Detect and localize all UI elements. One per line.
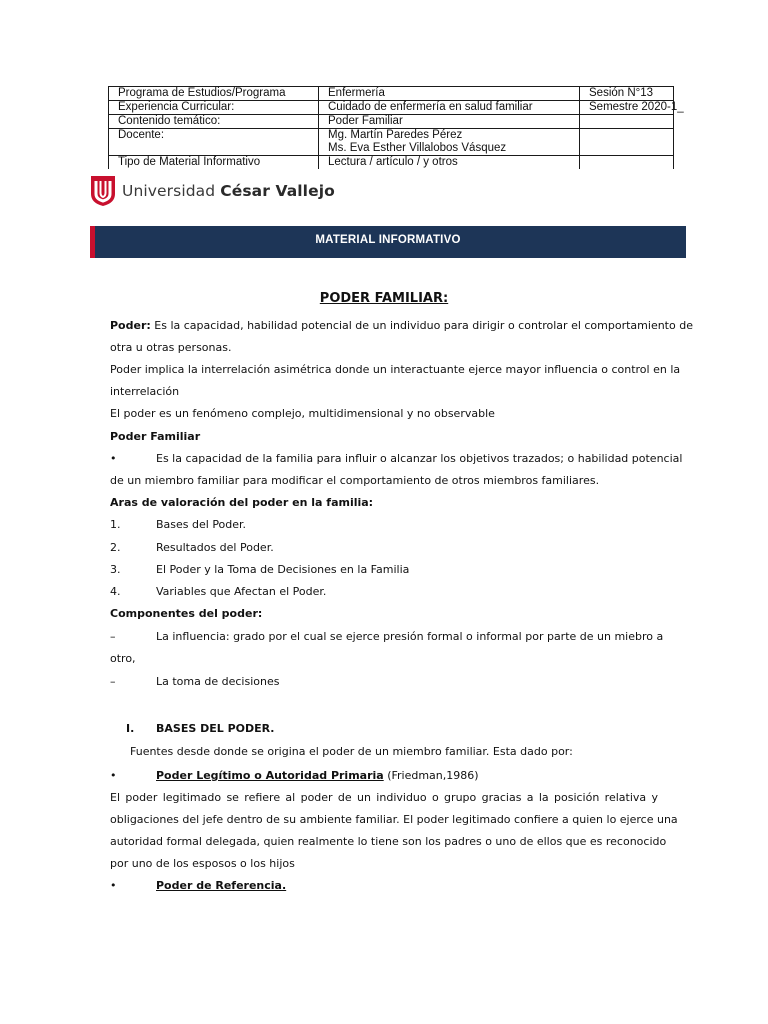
bullet-icon: • — [110, 879, 117, 892]
paragraph-line: autoridad formal delegada, quien realmente lo tiene son los padres o uno de ellos que es reconocido — [110, 835, 667, 848]
table-row — [109, 87, 674, 101]
table-cell: Poder Familiar — [319, 115, 580, 129]
table-cell: Experiencia Curricular: — [109, 101, 319, 115]
table-cell: Cuidado de enfermería en salud familiar — [319, 101, 580, 115]
teacher-name: Ms. Eva Esther Villalobos Vásquez — [328, 142, 507, 154]
bullet-icon: • — [110, 769, 117, 782]
table-cell: Contenido temático: — [109, 115, 319, 129]
section-heading: Aras de valoración del poder en la familia: — [110, 496, 374, 509]
table-cell: Programa de Estudios/Programa — [109, 87, 319, 101]
ucv-shield-icon — [90, 175, 116, 207]
paragraph-line: Poder implica la interrelación asimétrica donde un interactuante ejerce mayor influencia o control en la — [110, 363, 681, 376]
teacher-name: Mg. Martín Paredes Pérez — [328, 129, 463, 141]
paragraph-line: Fuentes desde donde se origina el poder de un miembro familiar. Esta dado por: — [130, 745, 573, 758]
paragraph-line: El poder legitimado se refiere al poder de un individuo o grupo gracias a la posición relativa y — [110, 791, 658, 804]
section-heading: Poder Familiar — [110, 430, 201, 443]
dash-marker: – — [110, 675, 116, 688]
banner-title: MATERIAL INFORMATIVO — [315, 234, 461, 246]
table-cell: Tipo de Material Informativo — [109, 156, 319, 170]
bullet-icon: • — [110, 452, 117, 465]
table-cell: Docente: — [109, 129, 319, 156]
document-title: PODER FAMILIAR: — [319, 291, 449, 306]
table-row — [109, 129, 674, 156]
paragraph-line: interrelación — [110, 385, 180, 398]
paragraph-line: de un miembro familiar para modificar el comportamiento de otros miembros familiares. — [110, 474, 600, 487]
table-cell: Sesión N°13 — [580, 87, 674, 101]
table-cell — [580, 115, 674, 129]
course-info-table — [108, 86, 684, 169]
paragraph-line: obligaciones del jefe dentro de su ambiente familiar. El poder legitimado confiere a quien lo ejerce una — [110, 813, 678, 826]
paragraph-line: Poder: Es la capacidad, habilidad potencial de un individuo para dirigir o controlar el comportamiento de — [110, 319, 693, 332]
paragraph-line: El poder es un fenómeno complejo, multidimensional y no observable — [110, 407, 495, 420]
table-row — [109, 115, 674, 129]
section-banner — [90, 226, 686, 258]
table-row — [109, 156, 674, 170]
table-cell: Semestre 2020-1_ — [580, 101, 674, 115]
paragraph-line: otra u otras personas. — [110, 341, 232, 354]
university-logo — [90, 174, 335, 208]
table-cell: Enfermería — [319, 87, 580, 101]
table-cell: Lectura / artículo / y otros — [319, 156, 580, 170]
paragraph-line: por uno de los esposos o los hijos — [110, 857, 295, 870]
table-cell — [580, 156, 674, 170]
paragraph-line: otro, — [110, 652, 136, 665]
university-name: Universidad César Vallejo — [122, 182, 335, 200]
teachers-cell — [319, 129, 580, 156]
table-row — [109, 101, 674, 115]
table-cell — [580, 129, 674, 156]
dash-marker: – — [110, 630, 116, 643]
section-heading: Componentes del poder: — [110, 607, 263, 620]
